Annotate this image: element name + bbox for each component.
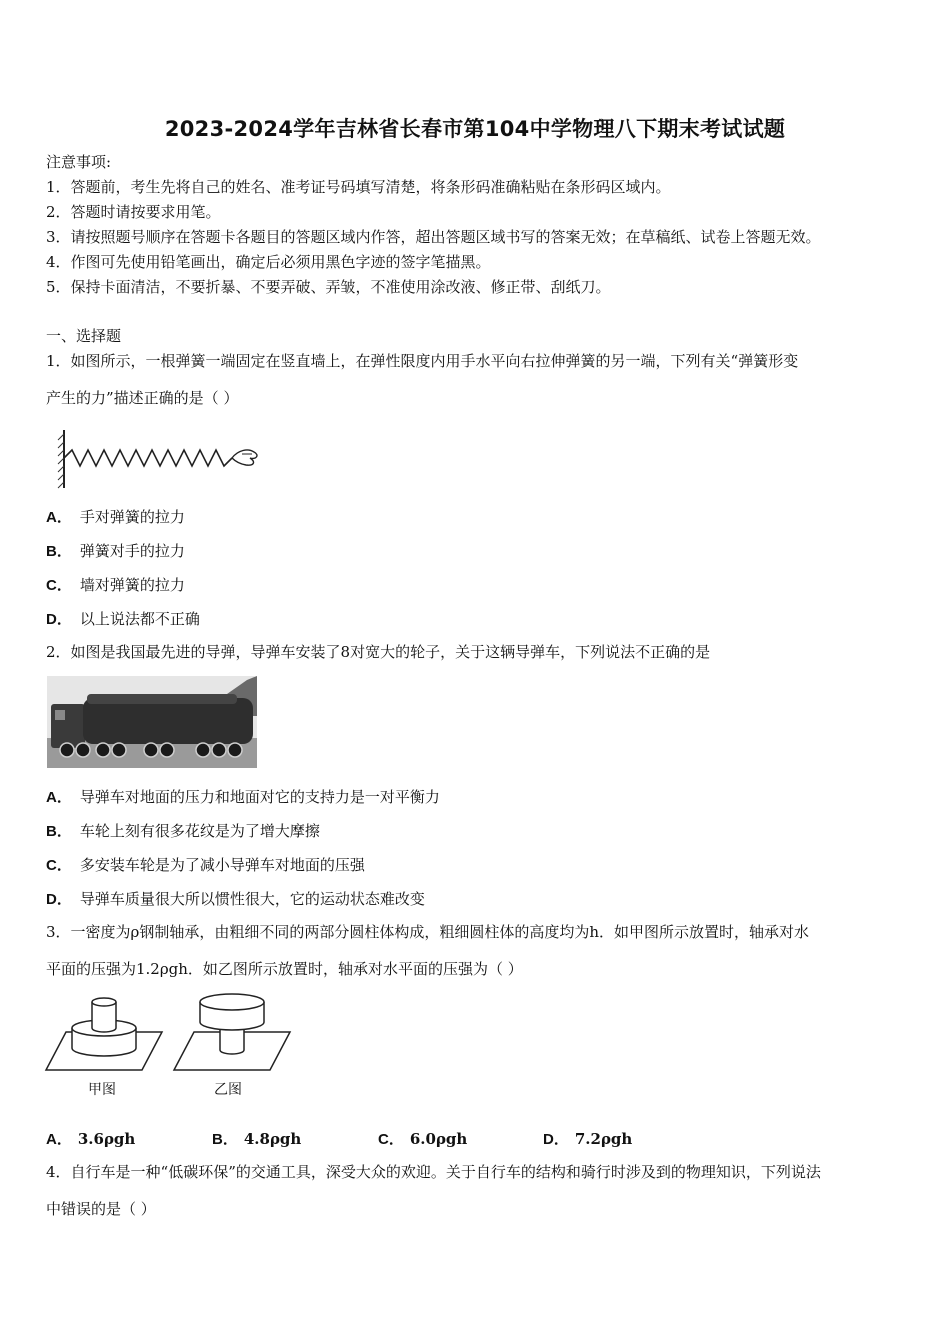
question-4-text-cont: 中错误的是（ ）	[46, 1200, 156, 1218]
notice-item: 4．作图可先使用铅笔画出，确定后必须用黑色字迹的签字笔描黑。	[46, 253, 491, 271]
option-a[interactable]: A． 手对弹簧的拉力	[46, 508, 185, 526]
figure-label-yi: 乙图	[214, 1082, 242, 1098]
missile-truck-photo	[47, 676, 257, 768]
notice-heading: 注意事项:	[46, 153, 112, 171]
option-d[interactable]: D． 7.2ρgh	[543, 1130, 633, 1148]
question-2-text: 2．如图是我国最先进的导弹，导弹车安装了8对宽大的轮子，关于这辆导弹车，下列说法不正确的是	[46, 643, 711, 661]
notice-item: 1．答题前，考生先将自己的姓名、准考证号码填写清楚，将条形码准确粘贴在条形码区域内。	[46, 178, 671, 196]
question-3-text: 3．一密度为ρ钢制轴承，由粗细不同的两部分圆柱体构成，粗细圆柱体的高度均为h．如甲图所示放置时，轴承对水	[46, 923, 810, 941]
option-d[interactable]: D． 导弹车质量很大所以惯性很大，它的运动状态难改变	[46, 890, 425, 908]
option-c[interactable]: C． 多安装车轮是为了减小导弹车对地面的压强	[46, 856, 365, 874]
option-b[interactable]: B． 弹簧对手的拉力	[46, 542, 185, 560]
page-title: 2023-2024学年吉林省长春市第104中学物理八下期末考试试题	[164, 117, 786, 141]
option-c[interactable]: C． 墙对弹簧的拉力	[46, 576, 185, 594]
question-1-text-cont: 产生的力”描述正确的是（ ）	[46, 389, 239, 407]
option-b[interactable]: B． 车轮上刻有很多花纹是为了增大摩擦	[46, 822, 320, 840]
notice-item: 3．请按照题号顺序在答题卡各题目的答题区域内作答，超出答题区域书写的答案无效；在草稿纸、试卷上答题无效。	[46, 228, 821, 246]
spring-figure	[56, 428, 266, 490]
option-b[interactable]: B． 4.8ρgh	[212, 1130, 302, 1148]
figure-label-jia: 甲图	[88, 1082, 116, 1098]
section-heading: 一、选择题	[46, 327, 122, 345]
option-a[interactable]: A． 3.6ρgh	[46, 1130, 136, 1148]
notice-item: 2．答题时请按要求用笔。	[46, 203, 221, 221]
question-4-text: 4．自行车是一种“低碳环保”的交通工具，深受大众的欢迎。关于自行车的结构和骑行时涉及到的物理知识，下列说法	[46, 1163, 821, 1181]
question-3-text-cont: 平面的压强为1.2ρgh．如乙图所示放置时，轴承对水平面的压强为（ ）	[46, 960, 523, 978]
option-a[interactable]: A． 导弹车对地面的压力和地面对它的支持力是一对平衡力	[46, 788, 440, 806]
option-d[interactable]: D． 以上说法都不正确	[46, 610, 200, 628]
option-c[interactable]: C． 6.0ρgh	[378, 1130, 468, 1148]
question-1-text: 1．如图所示，一根弹簧一端固定在竖直墙上，在弹性限度内用手水平向右拉伸弹簧的另一端，下列有关“弹簧形变	[46, 352, 799, 370]
notice-item: 5．保持卡面清洁，不要折暴、不要弄破、弄皱，不准使用涂改液、修正带、刮纸刀。	[46, 278, 611, 296]
